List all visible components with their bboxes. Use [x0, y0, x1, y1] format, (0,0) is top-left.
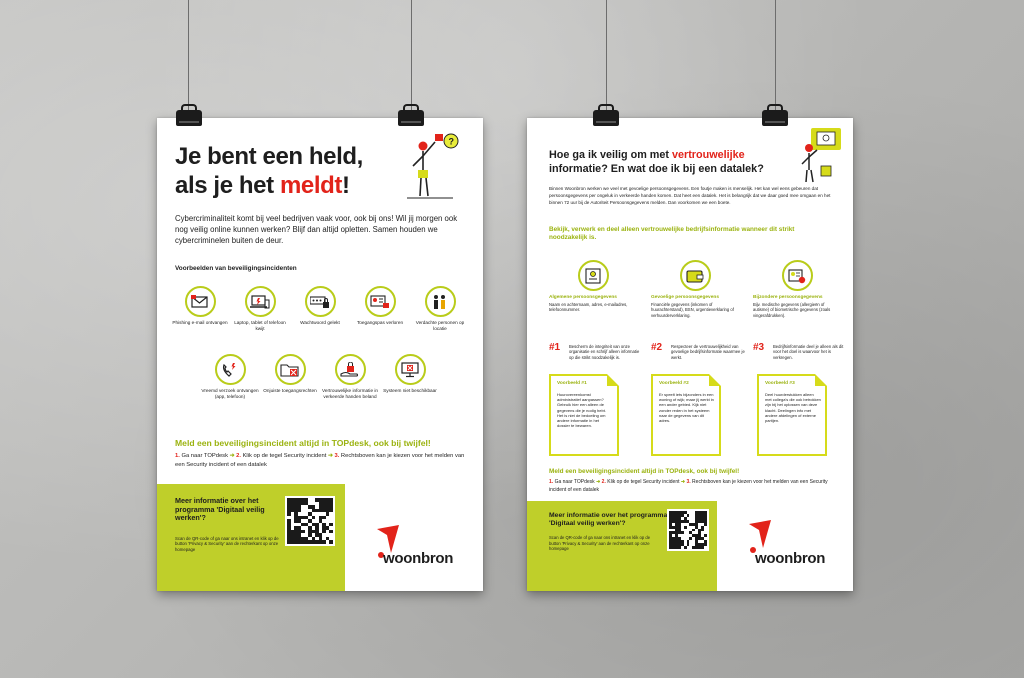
rule-text-1: Bescherm de integriteit van onze organisatie en schrijf alleen informatie op die strikt noodzakelijk is.	[569, 344, 640, 360]
folder-denied-icon	[275, 354, 306, 385]
id-card-icon	[578, 260, 609, 291]
rule-text-2: Respecteer de vertrouwelijkheid van gevoelige bedrijfsinformatie waarmee je werkt.	[671, 344, 745, 360]
qr-code[interactable]	[285, 496, 335, 546]
incident-info-wrong-hands: Vertrouwelijke informatie in verkeerde handen beland	[319, 354, 381, 399]
category-general: Algemene persoonsgegevens Naam en achternaam, adres, e-mailadres, telefoonnummer.	[549, 260, 637, 313]
hanging-string	[606, 0, 607, 112]
incident-system-down: Systeem niet beschikbaar	[379, 354, 441, 394]
qr-code[interactable]	[667, 509, 709, 551]
password-lock-icon	[305, 286, 336, 317]
rule-text-3: Bedrijfsinformatie deel je alleen als dit voor het doel is waarvoor het is verkregen.	[773, 344, 844, 360]
poster1-cta: Meld een beveiligingsincident altijd in TOPdesk, ook bij twijfel!	[175, 438, 431, 448]
phone-call-icon	[215, 354, 246, 385]
poster2-cta: Meld een beveiligingsincident altijd in TOPdesk, ook bij twijfel!	[549, 468, 740, 475]
incident-strange-request: Vreemd verzoek ontvangen (app, telefoon)	[199, 354, 261, 399]
hero-person-illustration	[401, 132, 461, 202]
rule-number-2: #2	[651, 342, 663, 353]
wallet-icon	[680, 260, 711, 291]
hand-lock-icon	[335, 354, 366, 385]
envelope-warning-icon	[185, 286, 216, 317]
woonbron-logo-mark	[741, 518, 781, 554]
incident-pass-lost: Toegangspas verloren	[349, 286, 411, 326]
svg-text:?: ?	[448, 136, 454, 147]
devices-warning-icon	[245, 286, 276, 317]
example-card-3: Voorbeeld #3 Deel huurderstukken alleen met collega's die ook betrokken zijn bij het oplossen van deze klacht. Deelingen info met andere afdelingen of externe partijen.	[757, 374, 827, 456]
binder-clip	[398, 110, 424, 126]
poster2-title: Hoe ga ik veilig om met vertrouwelijke informatie? En wat doe ik bij een datalek?	[549, 149, 764, 175]
poster2-lead: Bekijk, verwerk en deel alleen vertrouwelijke bedrijfsinformatie wanneer dit strikt noodzakelijk is.	[549, 226, 795, 241]
info-box-title: Meer informatie over het programma 'Digitaal veilig werken'?	[549, 512, 668, 527]
incident-device-lost: Laptop, tablet of telefoon kwijt	[229, 286, 291, 331]
hero-thinking-person-illustration	[799, 128, 845, 184]
info-box-text: Scan de QR-code of ga naar ons intranet en klik op de button 'Privacy & Security' aan de rechterkant op onze homepage	[549, 535, 651, 552]
hanging-string	[775, 0, 776, 112]
poster-confidential-info	[527, 118, 853, 591]
hanging-string	[411, 0, 412, 112]
poster-report-incident	[157, 118, 483, 591]
rule-number-3: #3	[753, 342, 765, 353]
info-box-text: Scan de QR-code of ga naar ons intranet en klik op de button 'Privacy & Security' aan de rechterkant op onze homepage	[175, 536, 279, 552]
poster2-steps: 1. Ga naar TOPdesk ➜ 2. Klik op de tegel Security incident ➜ 3. Rechtsboven kan je kiezen voor het melden van een Security incident of een datalek	[549, 479, 828, 493]
rule-number-1: #1	[549, 342, 561, 353]
woonbron-logo-text: woonbron	[755, 550, 826, 567]
poster1-title: Je bent een held, als je het meldt!	[175, 143, 363, 199]
binder-clip	[176, 110, 202, 126]
poster1-info-box	[157, 484, 345, 591]
hanging-string	[188, 0, 189, 112]
incident-phishing: Phishing e-mail ontvangen	[169, 286, 231, 326]
binder-clip	[593, 110, 619, 126]
poster1-intro: Cybercriminaliteit komt bij veel bedrijven vaak voor, ook bij ons! Wil jij morgen ook nog veilig online kunnen werken? Blijf dan altijd opletten. Samen houden we cybercriminelen buiten de deur.	[175, 214, 458, 245]
category-special: Bijzondere persoonsgegevens Bijv. medische gegevens (allergieën of autisme) of biometrische gegevens (zoals vingerafdrukken).	[753, 260, 841, 318]
poster2-info-box	[527, 501, 717, 591]
incident-wrong-access: Onjuiste toegangsrechten	[259, 354, 321, 394]
example-card-2: Voorbeeld #2 Er speelt iets bijzonders in een woning of wijk; maar jij werkt in een ander gebied. Kijk niet zonder reden in het systeem naar de gegevens van dit adres.	[651, 374, 721, 456]
category-sensitive: Gevoelige persoonsgegevens Financiële gegevens (inkomen of huurachterstand), BSN, urgentieverklaring of verhuurderverklaring.	[651, 260, 739, 318]
woonbron-logo-text: woonbron	[383, 550, 454, 567]
binder-clip	[762, 110, 788, 126]
poster1-steps: 1. Ga naar TOPdesk ➜ 2. Klik op de tegel Security incident ➜ 3. Rechtsboven kan je kiezen voor het melden van een Security incident of een datalek	[175, 453, 465, 468]
access-pass-icon	[365, 286, 396, 317]
incident-suspicious-persons: Verdachte personen op locatie	[409, 286, 471, 331]
incident-password-leaked: Wachtwoord gelekt	[289, 286, 351, 326]
example-card-1: Voorbeeld #1 Huurovereenkomst administratief aanpassen? Gebruik hier een alleen de gegevens die je nodig hebt. Het is niet de bedoeling om andere informatie in het dossier te bewaren.	[549, 374, 619, 456]
examples-heading: Voorbeelden van beveiligingsincidenten	[175, 265, 297, 272]
suspicious-persons-icon	[425, 286, 456, 317]
monitor-error-icon	[395, 354, 426, 385]
poster2-intro: Binnen Woonbron werken we veel met gevoelige persoonsgegevens. Een foutje maken is menselijk. Het kan wel eens gebeuren dat persoonsgegevens per ongeluk in verkeerde handen komen. Dat heet een datalek. Het is belangrijk dat we daar goed mee omgaan en het binnen 72 uur bij de Autoriteit Persoonsgegevens melden. Dan voorkomen we een boete.	[549, 186, 831, 205]
medical-card-icon	[782, 260, 813, 291]
info-box-title: Meer informatie over het programma 'Digitaal veilig werken'?	[175, 496, 265, 523]
